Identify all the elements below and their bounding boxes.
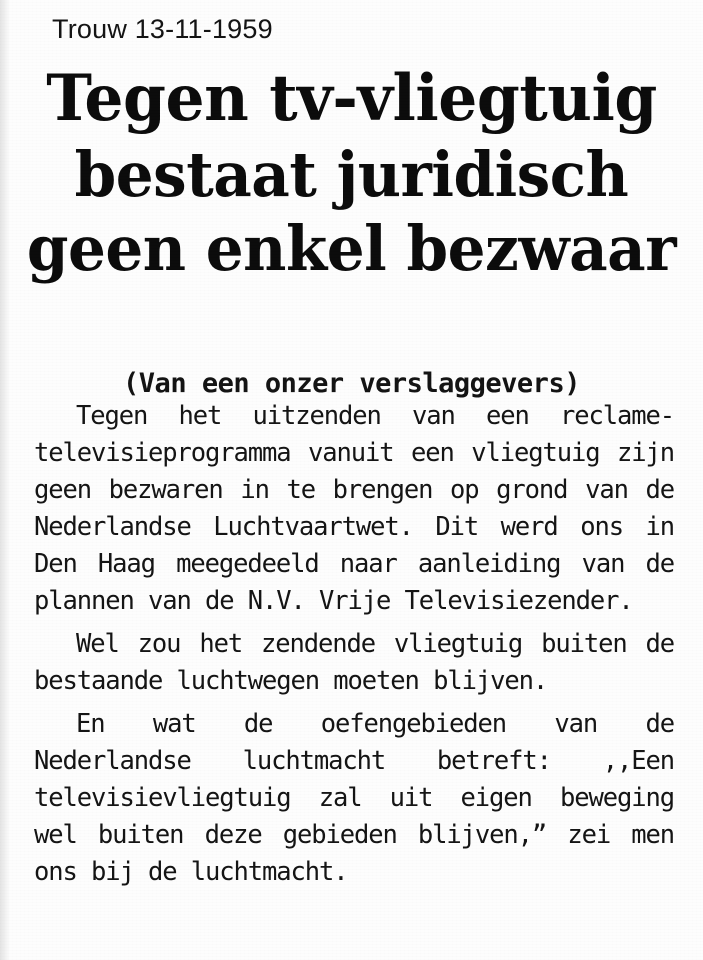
headline-line-2: bestaat juridisch [74,137,629,211]
article-paragraph: Wel zou het zendende vliegtuig buiten de bestaande luchtwegen moeten blijven. [34,629,674,696]
headline-line-3: geen enkel bezwaar [26,212,677,286]
headline [0,61,703,286]
headline-line-1: Tegen tv-vliegtuig [46,61,657,136]
article-paragraph: En wat de oefengebieden van de Nederlandse luchtmacht betreft: ,,Een televisievliegtuig zal uit eigen beweging wel buiten deze gebieden blijven,” zei men ons bij de luchtmacht. [34,709,674,887]
article-paragraph: Tegen het uitzenden van een reclame-televisieprogramma vanuit een vliegtuig zijn geen bezwaren in te brengen op grond van de Nederlandse Luchtvaartwet. Dit werd ons in Den Haag meegedeeld naar aanleiding van de plannen van de N.V. Vrije Televisiezender. [34,401,674,616]
byline: (Van een onzer verslaggevers) [123,368,580,399]
source-and-date-caption: Trouw 13-11-1959 [52,14,273,44]
article-body [34,398,674,891]
